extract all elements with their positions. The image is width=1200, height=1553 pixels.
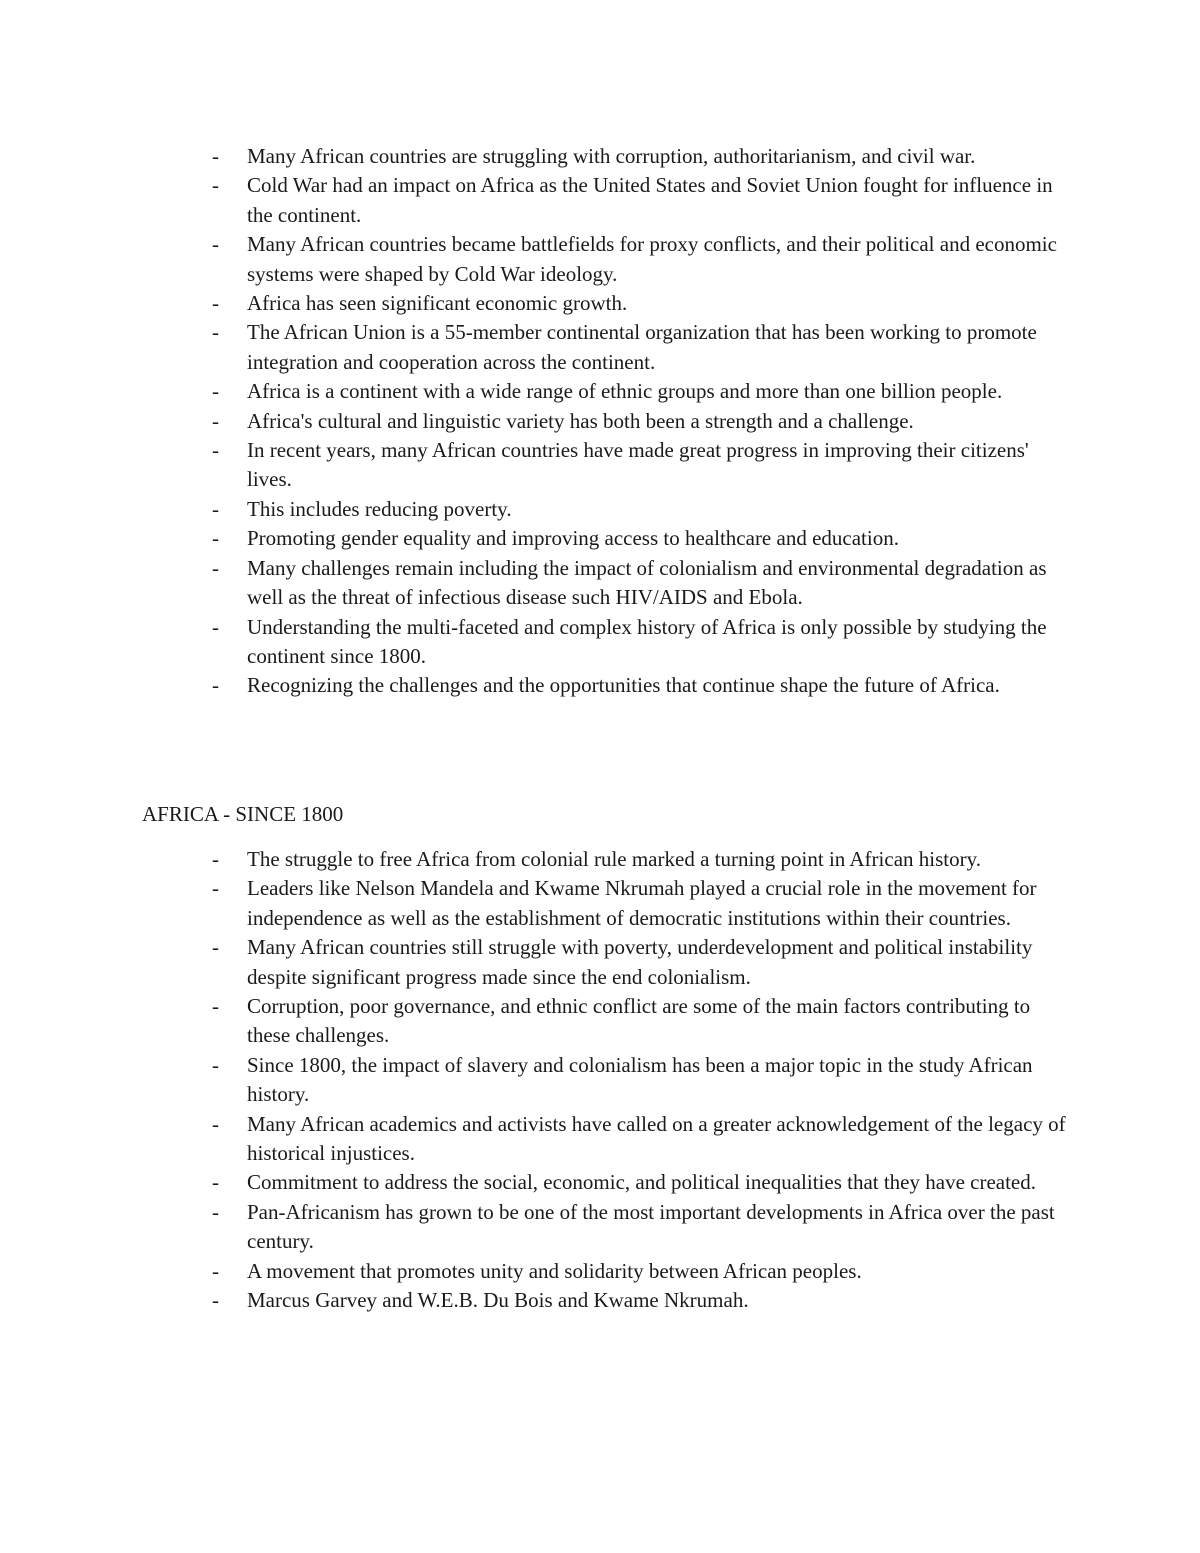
list-item-text: Marcus Garvey and W.E.B. Du Bois and Kwame Nkrumah. [247, 1288, 749, 1313]
list-item [0, 142, 1067, 171]
list-item-text: This includes reducing poverty. [247, 496, 512, 521]
list-item-text: Africa has seen significant economic growth. [247, 291, 628, 316]
dash-bullet: - [212, 876, 219, 901]
list-item-text: Many African countries are struggling with corruption, authoritarianism, and civil war. [247, 144, 976, 168]
list-item [0, 524, 1067, 553]
dash-bullet: - [212, 1111, 219, 1136]
list-item [0, 613, 1067, 672]
list-item [0, 1286, 1067, 1315]
dash-bullet: - [212, 994, 219, 1019]
list-item-text: Since 1800, the impact of slavery and colonialism has been a major topic in the study African history. [247, 1052, 1033, 1107]
dash-bullet: - [212, 438, 219, 463]
dash-bullet: - [212, 379, 219, 404]
list-item-text: Many African countries became battlefields for proxy conflicts, and their political and economic systems were shaped by Cold War ideology. [247, 232, 1057, 286]
bullet-list-section-1 [0, 142, 1200, 701]
list-item-text: Commitment to address the social, economic, and political inequalities that they have created. [247, 1170, 1037, 1195]
list-item-text: Many African countries still struggle with poverty, underdevelopment and political instability despite significant progress made since the end colonialism. [247, 935, 1033, 989]
list-item [0, 933, 1067, 992]
dash-bullet: - [212, 173, 219, 198]
list-item [0, 318, 1067, 377]
list-item [0, 874, 1067, 933]
dash-bullet: - [212, 614, 219, 639]
list-item [0, 554, 1067, 613]
list-item-text: Africa's cultural and linguistic variety has both been a strength and a challenge. [247, 408, 914, 433]
list-item [0, 1168, 1067, 1197]
list-item [0, 1257, 1067, 1286]
list-item-text: Promoting gender equality and improving access to healthcare and education. [247, 526, 899, 551]
dash-bullet: - [212, 1288, 219, 1313]
dash-bullet: - [212, 408, 219, 433]
list-item-text: Pan-Africanism has grown to be one of the most important developments in Africa over the past century. [247, 1199, 1055, 1254]
list-item-text: In recent years, many African countries have made great progress in improving their citizens' lives. [247, 438, 1029, 492]
dash-bullet: - [212, 847, 219, 871]
list-item [0, 377, 1067, 406]
list-item-text: Understanding the multi-faceted and complex history of Africa is only possible by studying the continent since 1800. [247, 614, 1047, 668]
list-item-text: Many challenges remain including the impact of colonialism and environmental degradation as well as the threat of infectious disease such HIV/AIDS and Ebola. [247, 555, 1047, 610]
list-item [0, 992, 1067, 1051]
list-item [0, 845, 1067, 874]
list-item-text: Africa is a continent with a wide range of ethnic groups and more than one billion people. [247, 379, 1003, 404]
list-item-text: Recognizing the challenges and the opportunities that continue shape the future of Africa. [247, 673, 1000, 698]
list-item-text: The struggle to free Africa from colonial rule marked a turning point in African history. [247, 847, 981, 871]
list-item-text: The African Union is a 55-member continental organization that has been working to promote integration and cooperation across the continent. [247, 320, 1037, 374]
list-item [0, 289, 1067, 318]
dash-bullet: - [212, 1170, 219, 1195]
dash-bullet: - [212, 144, 219, 168]
dash-bullet: - [212, 496, 219, 521]
list-item [0, 171, 1067, 230]
list-item [0, 1110, 1067, 1169]
list-item [0, 436, 1067, 495]
list-item [0, 495, 1067, 524]
list-item [0, 1051, 1067, 1110]
dash-bullet: - [212, 232, 219, 257]
list-item-text: Corruption, poor governance, and ethnic conflict are some of the main factors contributing to these challenges. [247, 994, 1031, 1048]
list-item [0, 230, 1067, 289]
bullet-list-section-2 [0, 845, 1200, 1316]
list-item-text: Cold War had an impact on Africa as the United States and Soviet Union fought for influence in the continent. [247, 173, 1053, 227]
dash-bullet: - [212, 1199, 219, 1224]
dash-bullet: - [212, 1258, 219, 1283]
dash-bullet: - [212, 935, 219, 960]
list-item-text: Leaders like Nelson Mandela and Kwame Nkrumah played a crucial role in the movement for independence as well as the establishment of democratic institutions within their countries. [247, 876, 1037, 930]
dash-bullet: - [212, 1052, 219, 1077]
dash-bullet: - [212, 320, 219, 345]
list-item [0, 407, 1067, 436]
dash-bullet: - [212, 291, 219, 316]
section-heading: AFRICA - SINCE 1800 [142, 802, 344, 826]
list-item-text: Many African academics and activists have called on a greater acknowledgement of the legacy of historical injustices. [247, 1111, 1066, 1166]
list-item [0, 671, 1067, 700]
list-item [0, 1198, 1067, 1257]
dash-bullet: - [212, 673, 219, 698]
dash-bullet: - [212, 555, 219, 580]
dash-bullet: - [212, 526, 219, 551]
list-item-text: A movement that promotes unity and solidarity between African peoples. [247, 1258, 862, 1283]
